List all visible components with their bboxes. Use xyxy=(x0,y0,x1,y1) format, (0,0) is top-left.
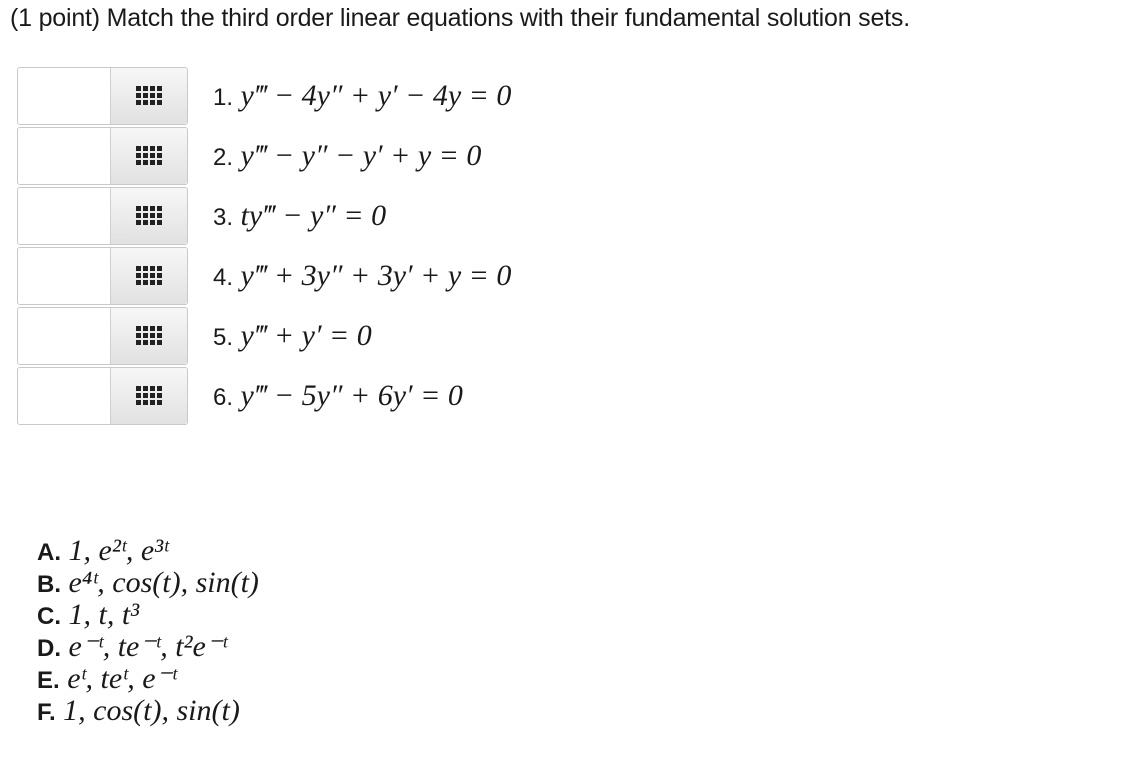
dropdown-button[interactable] xyxy=(111,188,187,244)
option-text: e⁴ᵗ, cos(t), sin(t) xyxy=(68,566,259,599)
answer-value[interactable] xyxy=(18,188,111,244)
option-letter: E. xyxy=(37,667,60,694)
option-letter: F. xyxy=(37,699,56,726)
grid-menu-icon xyxy=(136,86,162,106)
option-letter: B. xyxy=(37,571,61,598)
option-text: eᵗ, teᵗ, e⁻ᵗ xyxy=(67,662,177,695)
dropdown-button[interactable] xyxy=(111,128,187,184)
answer-value[interactable] xyxy=(18,128,111,184)
equation xyxy=(213,376,463,418)
dropdown-button[interactable] xyxy=(111,68,187,124)
option-text: e⁻ᵗ, te⁻ᵗ, t²e⁻ᵗ xyxy=(68,630,227,663)
option-c xyxy=(37,599,259,631)
equation-number: 1. xyxy=(213,84,234,111)
option-text: 1, e²ᵗ, e³ᵗ xyxy=(68,534,169,567)
option-letter: D. xyxy=(37,635,61,662)
answer-value[interactable] xyxy=(18,248,111,304)
dropdown-button[interactable] xyxy=(111,248,187,304)
grid-menu-icon xyxy=(136,206,162,226)
option-f xyxy=(37,695,259,727)
option-a xyxy=(37,535,259,567)
option-text: 1, t, t³ xyxy=(68,598,140,631)
answer-select[interactable] xyxy=(17,67,188,125)
equation-text: y‴ + 3y″ + 3y′ + y = 0 xyxy=(240,259,512,292)
equation-number: 5. xyxy=(213,324,234,351)
equation-text: y‴ + y′ = 0 xyxy=(240,319,372,352)
equation xyxy=(213,316,372,358)
equation-text: y‴ − 4y″ + y′ − 4y = 0 xyxy=(240,79,512,112)
option-letter: C. xyxy=(37,603,61,630)
equation-text: y‴ − 5y″ + 6y′ = 0 xyxy=(240,379,463,412)
option-letter: A. xyxy=(37,539,61,566)
solution-options xyxy=(37,535,259,727)
equation xyxy=(213,136,481,178)
equation-text: ty‴ − y″ = 0 xyxy=(240,199,387,232)
grid-menu-icon xyxy=(136,326,162,346)
equation-number: 4. xyxy=(213,264,234,291)
equation-number: 6. xyxy=(213,384,234,411)
equation xyxy=(213,256,511,298)
equation xyxy=(213,76,511,118)
answer-value[interactable] xyxy=(18,68,111,124)
grid-menu-icon xyxy=(136,146,162,166)
answer-select[interactable] xyxy=(17,307,188,365)
grid-menu-icon xyxy=(136,266,162,286)
dropdown-button[interactable] xyxy=(111,308,187,364)
answer-select[interactable] xyxy=(17,247,188,305)
option-e xyxy=(37,663,259,695)
equation-text: y‴ − y″ − y′ + y = 0 xyxy=(240,139,482,172)
answer-select[interactable] xyxy=(17,187,188,245)
answer-select[interactable] xyxy=(17,367,188,425)
answer-value[interactable] xyxy=(18,368,111,424)
equation-number: 3. xyxy=(213,204,234,231)
answer-value[interactable] xyxy=(18,308,111,364)
grid-menu-icon xyxy=(136,386,162,406)
question-title: (1 point) Match the third order linear equations with their fundamental solution sets. xyxy=(10,4,910,32)
equation xyxy=(213,196,386,238)
option-d xyxy=(37,631,259,663)
option-b xyxy=(37,567,259,599)
answer-select[interactable] xyxy=(17,127,188,185)
equation-number: 2. xyxy=(213,144,234,171)
option-text: 1, cos(t), sin(t) xyxy=(63,694,240,727)
dropdown-button[interactable] xyxy=(111,368,187,424)
